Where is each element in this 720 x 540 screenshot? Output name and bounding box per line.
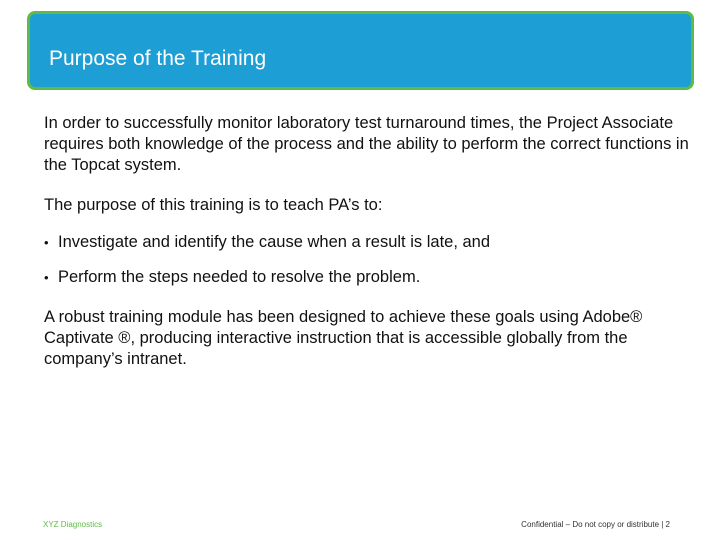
bullet-text: Investigate and identify the cause when a result is late, and (58, 233, 491, 251)
purpose-paragraph: The purpose of this training is to teach PA’s to: (44, 196, 383, 214)
bullet-item (44, 232, 694, 253)
slide-title: Purpose of the Training (49, 47, 267, 70)
bullet-text: Perform the steps needed to resolve the problem. (58, 268, 421, 286)
intro-paragraph: In order to successfully monitor laboratory test turnaround times, the Project Associate requires both knowledge of the process and the ability to perform the correct functions in the Topcat system. (44, 114, 689, 174)
bullet-item (44, 267, 694, 288)
bullet-marker: • (44, 270, 49, 285)
footer-confidential: Confidential – Do not copy or distribute | 2 (521, 520, 670, 529)
title-banner (27, 11, 694, 90)
footer-company: XYZ Diagnostics (43, 520, 103, 529)
module-paragraph: A robust training module has been designed to achieve these goals using Adobe® Captivate ®, producing interactive instruction that is accessible globally from the company’s intranet. (44, 308, 643, 368)
bullet-marker: • (44, 235, 49, 250)
